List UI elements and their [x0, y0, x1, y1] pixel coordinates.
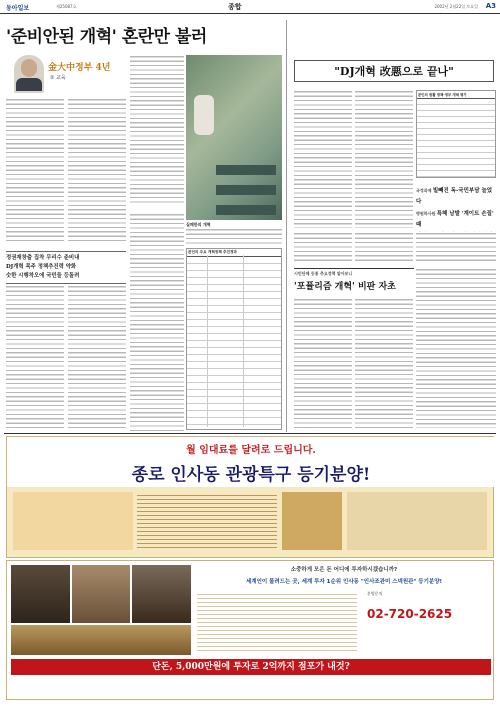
issue-date: 2002년 2월22일 토요일 — [434, 4, 478, 9]
right-text-col1 — [294, 90, 352, 228]
ad1-small-headline: 월 임대료를 달려로 드립니다. — [186, 445, 316, 456]
box-table-title: 본인의 원활 정책-정부 개혁 평가 — [417, 91, 495, 99]
column-divider — [286, 20, 287, 432]
ad2-photo3 — [132, 565, 191, 623]
left-text-col6 — [130, 213, 184, 431]
right-text-col2 — [355, 90, 413, 228]
left-subhead-1: 정권재창출 집착 무리수 준비내 — [6, 255, 80, 261]
section-title: 종합 — [228, 3, 242, 11]
ad1-floorplan — [347, 492, 487, 550]
hospital-photo — [186, 55, 282, 220]
left-text-col5 — [68, 285, 126, 430]
mid-headline: '포퓰리즘 개혁' 비판 자초 — [294, 282, 396, 292]
left-subhead-box — [6, 251, 126, 284]
left-subhead-2: DJ개혁 목주 정책추진력 약화 — [6, 264, 77, 270]
right-text-col8 — [416, 268, 496, 428]
mid-subhead: 시민단체 등통 추요정책 알아보니 — [294, 271, 353, 276]
table-rows — [187, 257, 281, 429]
ad-insadong — [6, 436, 494, 558]
portrait-image — [14, 55, 44, 93]
series-number: ② 교육 — [50, 75, 66, 81]
left-subhead-3: 숫한 시행착오에 국민들 등돌려 — [6, 273, 80, 279]
ad1-info-box — [13, 492, 133, 550]
ad1-phone-label: 분양문의 — [367, 591, 383, 596]
ad2-mid-headline: 세계인이 몰려드는 곳, 세계 투자 1순위 인사동 "인사조관미 스넥원관" 등기분양! — [245, 579, 443, 585]
ad2-photo2 — [72, 565, 131, 623]
ad1-text — [137, 492, 277, 550]
series-name: 金大中정부 4년 — [48, 63, 111, 73]
right-box-table — [416, 90, 496, 178]
ad-separator — [4, 433, 496, 434]
ad2-photo4 — [11, 625, 191, 655]
reform-table — [186, 248, 282, 430]
ad1-map — [282, 492, 342, 550]
photo-caption-title: 실패한의 개혁 — [186, 222, 211, 227]
right-subhead-1: 국정과제 빌빼진 독-국민부담 늘었다 — [416, 188, 493, 205]
photo-caption-text — [186, 228, 282, 246]
right-headline-box — [294, 60, 494, 82]
right-subhead-2: 병원하사원 특혜 남발 '계이트 손질' 때 — [416, 211, 494, 228]
paper-name: 동아일보 — [6, 5, 30, 12]
left-text-col1 — [6, 98, 64, 244]
left-text-col4 — [6, 285, 64, 430]
ad-investment — [6, 560, 494, 700]
edition-number: 제25087호 — [56, 4, 77, 9]
page-number: A3 — [485, 2, 496, 10]
right-text-col4 — [355, 232, 413, 262]
ad2-small-headline: 소중하게 모은 돈 어디에 투자하시겠습니까? — [290, 567, 398, 573]
ad2-text — [197, 591, 357, 651]
left-text-col2 — [68, 98, 126, 244]
mid-subhead-box — [294, 268, 414, 292]
right-text-col5 — [416, 232, 496, 262]
right-text-col6 — [294, 298, 352, 428]
ad1-big-headline: 종로 인사동 관광특구 등기분양! — [131, 465, 371, 485]
table-title: 본인의 주요 개혁정책 추진경과 — [187, 249, 281, 257]
left-headline: '준비안된 개혁' 혼란만 불러 — [6, 27, 207, 47]
right-text-col3 — [294, 232, 352, 262]
ad-phone-number: 02-720-2625 — [367, 607, 453, 621]
right-headline: "DJ개혁 改悪으로 끝나" — [334, 65, 454, 78]
ad2-big-banner: 단돈, 5,000만원에 투자로 2억까지 점포가 내것? — [11, 659, 491, 675]
left-text-col3 — [130, 55, 184, 205]
masthead — [0, 0, 500, 14]
ad2-photo1 — [11, 565, 70, 623]
right-text-col7 — [355, 298, 413, 428]
